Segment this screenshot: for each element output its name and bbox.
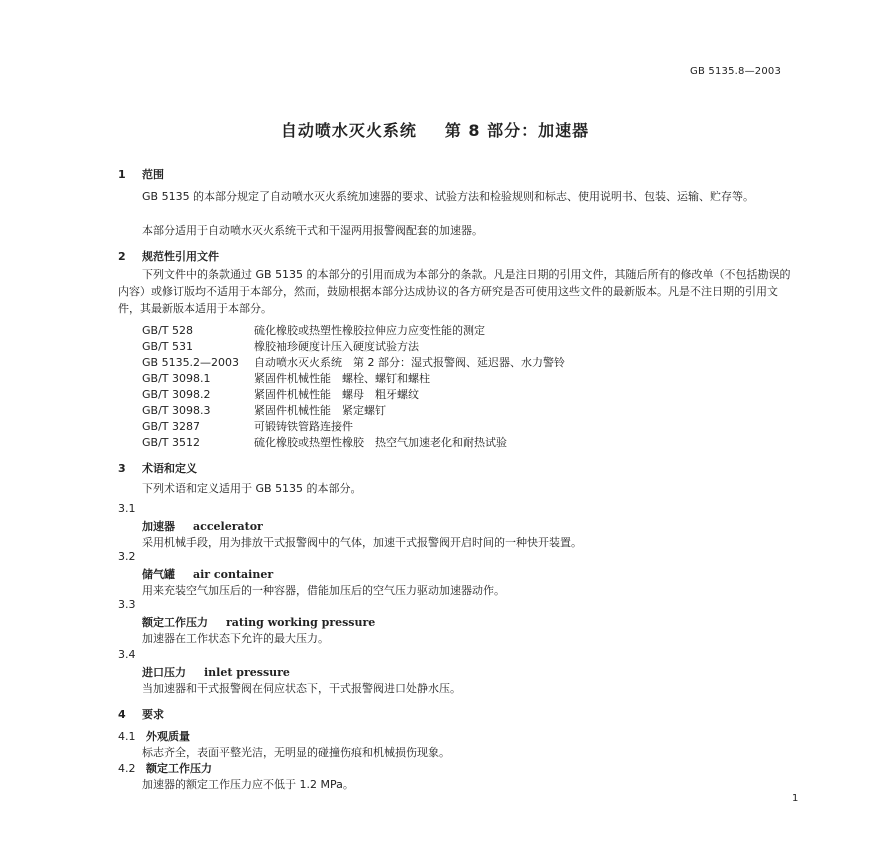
- reference-item: GB/T 3287 可锻铸铁管路连接件: [142, 420, 353, 433]
- reference-item: GB/T 531 橡胶袖珍硬度计压入硬度试验方法: [142, 340, 419, 353]
- title-main: 自动喷水灭火系统: [280, 121, 417, 140]
- subsection-text: 标志齐全，表面平整光洁，无明显的碰撞伤痕和机械损伤现象。: [142, 746, 450, 759]
- section-3-heading: 3 术语和定义: [118, 462, 197, 475]
- reference-item: GB/T 3512 硫化橡胶或热塑性橡胶 热空气加速老化和耐热试验: [142, 436, 507, 449]
- page-title: [0, 118, 870, 141]
- term-definition: 用来充装空气加压后的一种容器，借能加压后的空气压力驱动加速器动作。: [142, 584, 505, 597]
- term-title: 加速器 accelerator: [142, 520, 263, 533]
- reference-item: GB/T 3098.2 紧固件机械性能 螺母 粗牙螺纹: [142, 388, 419, 401]
- term-title: 进口压力 inlet pressure: [142, 666, 290, 679]
- subsection-heading: 4.1 外观质量: [118, 730, 190, 743]
- term-title: 额定工作压力 rating working pressure: [142, 616, 376, 629]
- term-title: 储气罐 air container: [142, 568, 274, 581]
- term-number: 3.1: [118, 502, 136, 515]
- reference-item: GB/T 528 硫化橡胶或热塑性橡胶拉伸应力应变性能的测定: [142, 324, 485, 337]
- section-1-para-1: GB 5135 的本部分规定了自动喷水灭火系统加速器的要求、试验方法和检验规则和标志、使用说明书、包装、运输、贮存等。: [142, 190, 755, 203]
- section-1-heading: 1 范围: [118, 168, 164, 181]
- section-3-intro: 下列术语和定义适用于 GB 5135 的本部分。: [142, 482, 362, 495]
- subsection-text: 加速器的额定工作压力应不低于 1.2 MPa。: [142, 778, 354, 791]
- subsection-heading: 4.2 额定工作压力: [118, 762, 212, 775]
- title-part: 第 8 部分：加速器: [444, 121, 590, 140]
- section-4-heading: 4 要求: [118, 708, 164, 721]
- term-number: 3.2: [118, 550, 136, 563]
- reference-item: GB/T 3098.3 紧固件机械性能 紧定螺钉: [142, 404, 386, 417]
- reference-item: GB 5135.2—2003 自动喷水灭火系统 第 2 部分：湿式报警阀、延迟器、水力警铃: [142, 356, 565, 369]
- term-number: 3.4: [118, 648, 136, 661]
- page-number: 1: [792, 793, 799, 804]
- term-number: 3.3: [118, 598, 136, 611]
- reference-item: GB/T 3098.1 紧固件机械性能 螺栓、螺钉和螺柱: [142, 372, 430, 385]
- section-1-para-2: 本部分适用于自动喷水灭火系统干式和干湿两用报警阀配套的加速器。: [142, 224, 483, 237]
- section-2-heading: 2 规范性引用文件: [118, 250, 219, 263]
- term-definition: 采用机械手段，用为排放干式报警阀中的气体，加速干式报警阀开启时间的一种快开装置。: [142, 536, 582, 549]
- term-definition: 当加速器和干式报警阀在伺应状态下，干式报警阀进口处静水压。: [142, 682, 461, 695]
- term-definition: 加速器在工作状态下允许的最大压力。: [142, 632, 329, 645]
- standard-code: GB 5135.8—2003: [690, 66, 782, 77]
- section-2-intro: 下列文件中的条款通过 GB 5135 的本部分的引用而成为本部分的条款。凡是注日期的引用文件，其随后所有的修改单（不包括勘误的内容）或修订版均不适用于本部分，然而，鼓励根据本部分达成协议的各方研究是否可使用这些文件的最新版本。凡是不注日期的引用文件，其最新版本适用于本部分。: [118, 268, 791, 315]
